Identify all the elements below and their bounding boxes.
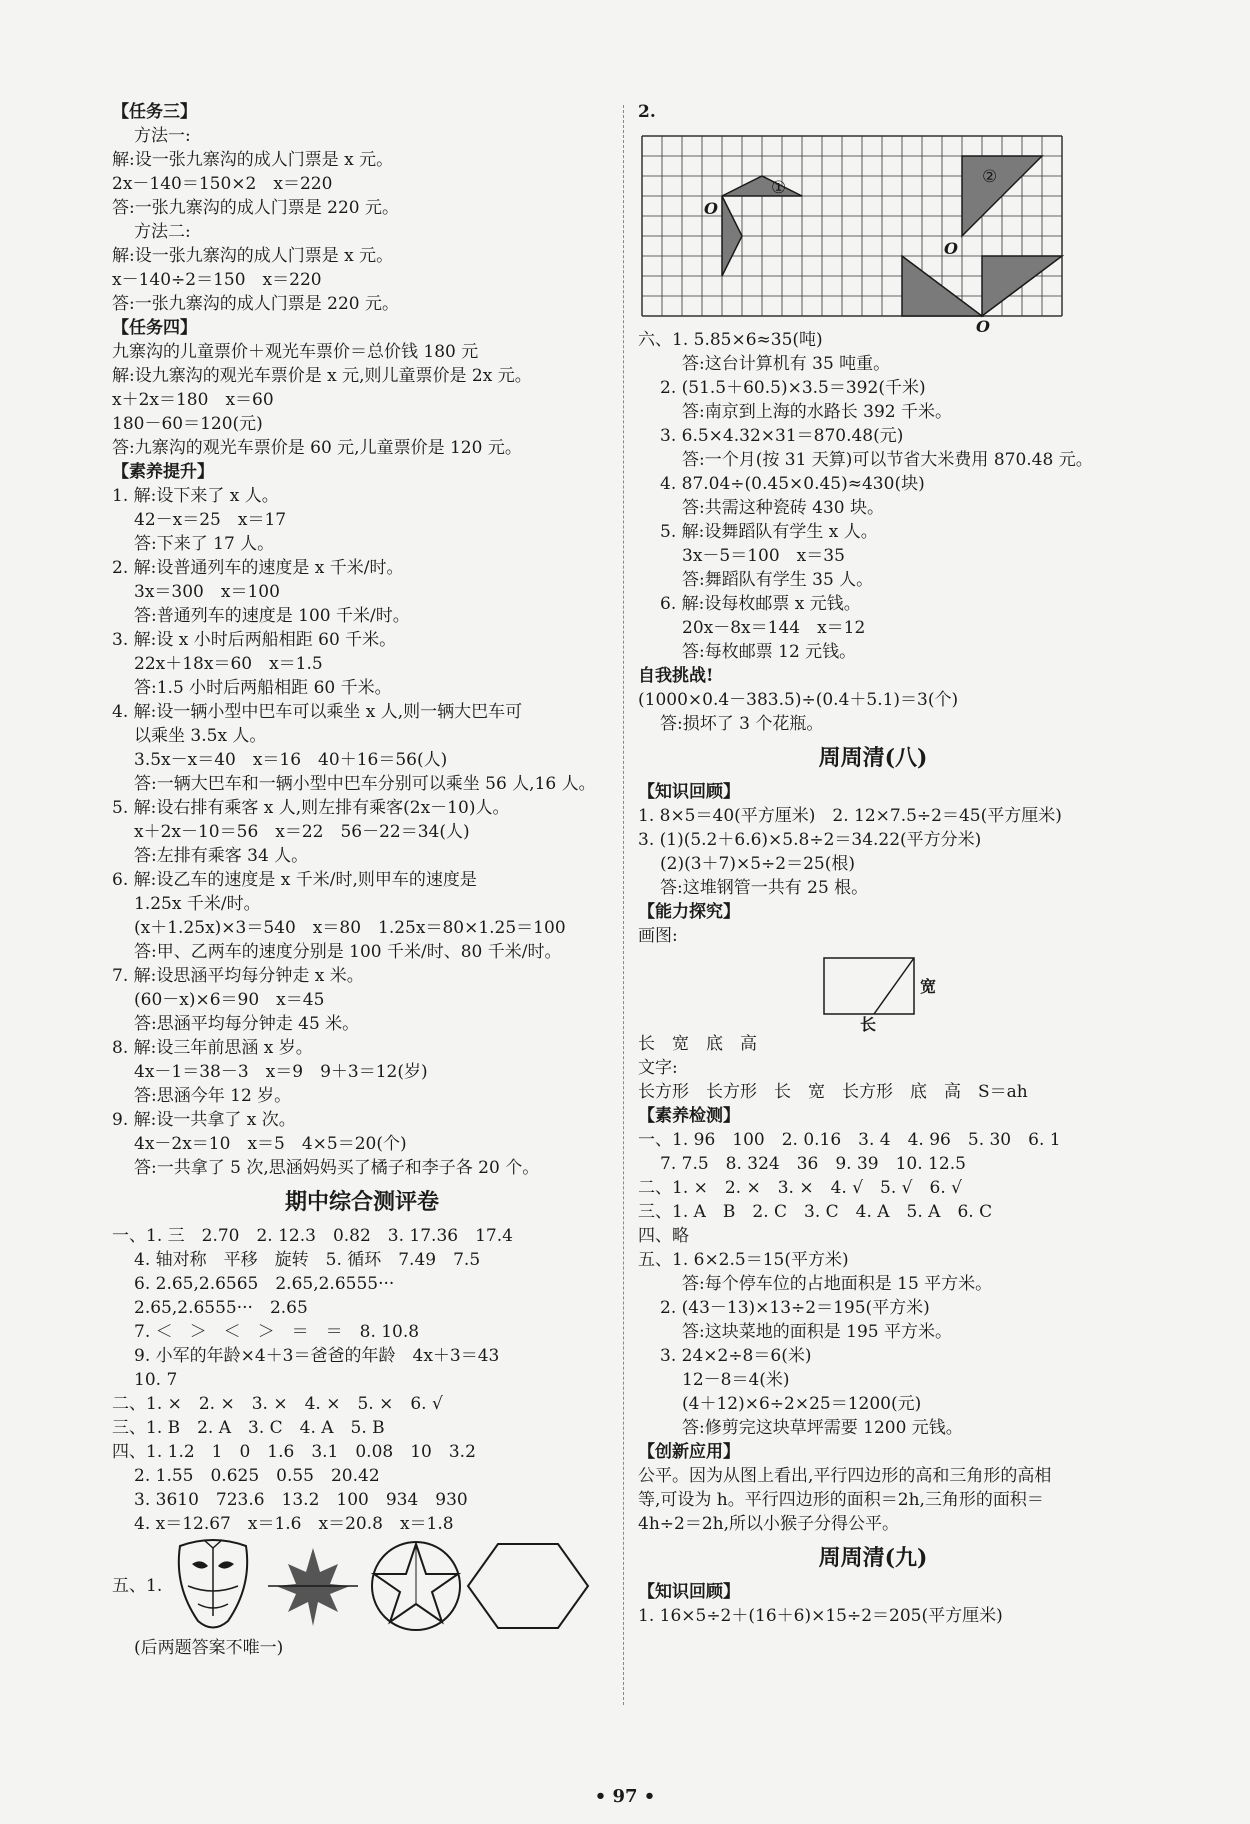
right-line: 3. 6.5×4.32×31＝870.48(元) <box>660 426 904 446</box>
left-line: 2. 1.55 0.625 0.55 20.42 <box>134 1466 380 1486</box>
section-title: 期中综合测评卷 <box>284 1189 439 1215</box>
left-line: 4x－1＝38－3 x＝9 9＋3＝12(岁) <box>134 1062 428 1082</box>
answers-note: (后两题答案不唯一) <box>134 1638 284 1658</box>
right-line: 答:这台计算机有 35 吨重。 <box>682 354 891 374</box>
right-line: 文字: <box>638 1058 678 1078</box>
column-divider <box>623 105 624 1705</box>
right-answers-2 <box>638 1032 1108 1628</box>
right-line: 长方形 长方形 长 宽 长方形 底 高 S＝ah <box>638 1082 1028 1102</box>
left-line: 四、1. 1.2 1 0 1.6 3.1 0.08 10 3.2 <box>112 1442 476 1462</box>
left-line: 答:九寨沟的观光车票价是 60 元,儿童票价是 120 元。 <box>112 438 522 458</box>
right-line: 二、1. × 2. × 3. × 4. √ 5. √ 6. √ <box>638 1178 962 1198</box>
left-line: 2. 解:设普通列车的速度是 x 千米/时。 <box>112 558 404 578</box>
left-line: 答:下来了 17 人。 <box>134 534 275 554</box>
right-line: 6. 解:设每枚邮票 x 元钱。 <box>660 594 861 614</box>
right-line: 答:舞蹈队有学生 35 人。 <box>682 570 874 590</box>
left-line: 一、1. 三 2.70 2. 12.3 0.82 3. 17.36 17.4 <box>112 1226 513 1246</box>
section-title: 周周清(九) <box>818 1545 928 1571</box>
right-line: 答:修剪完这块草坪需要 1200 元钱。 <box>682 1418 963 1438</box>
length-label: 长 <box>860 1015 877 1034</box>
left-line: 答:一辆大巴车和一辆小型中巴车分别可以乘坐 56 人,16 人。 <box>134 774 596 794</box>
right-line: 答:一个月(按 31 天算)可以节省大米费用 870.48 元。 <box>682 450 1093 470</box>
right-answers <box>638 328 1108 948</box>
section-heading: 【能力探究】 <box>638 902 740 922</box>
right-line: (1000×0.4－383.5)÷(0.4＋5.1)＝3(个) <box>638 690 959 710</box>
section-heading: 【知识回顾】 <box>638 782 740 802</box>
shape-one <box>722 176 802 196</box>
left-line: 3. 解:设 x 小时后两船相距 60 千米。 <box>112 630 397 650</box>
right-line: 1. 8×5＝40(平方厘米) 2. 12×7.5÷2＝45(平方厘米) <box>638 806 1062 826</box>
origin-label-3: O <box>976 317 990 336</box>
page-number: • 97 • <box>594 1786 656 1807</box>
right-line: 答:南京到上海的水路长 392 千米。 <box>682 402 952 422</box>
left-line: 答:普通列车的速度是 100 千米/时。 <box>134 606 410 626</box>
left-line: 22x＋18x＝60 x＝1.5 <box>134 654 323 674</box>
question-number: 2. <box>638 102 656 122</box>
section-title: 周周清(八) <box>818 745 928 771</box>
left-line: 2x－140＝150×2 x＝220 <box>112 174 333 194</box>
left-line: 1.25x 千米/时。 <box>134 894 261 914</box>
left-line: (x＋1.25x)×3＝540 x＝80 1.25x＝80×1.25＝100 <box>134 918 566 938</box>
left-line: 答:甲、乙两车的速度分别是 100 千米/时、80 千米/时。 <box>134 942 562 962</box>
right-line: 3. (1)(5.2＋6.6)×5.8÷2＝34.22(平方分米) <box>638 830 982 850</box>
left-line: 九寨沟的儿童票价＋观光车票价＝总价钱 180 元 <box>112 342 479 362</box>
left-line: 6. 解:设乙车的速度是 x 千米/时,则甲车的速度是 <box>112 870 477 890</box>
section-heading: 【素养提升】 <box>112 462 214 482</box>
left-line: 三、1. B 2. A 3. C 4. A 5. B <box>112 1418 385 1438</box>
right-line: 公平。因为从图上看出,平行四边形的高和三角形的高相 <box>638 1466 1052 1486</box>
right-line: 答:这块菜地的面积是 195 平方米。 <box>682 1322 952 1342</box>
rectangle-figure <box>638 950 1108 1034</box>
left-line: 二、1. × 2. × 3. × 4. × 5. × 6. √ <box>112 1394 443 1414</box>
width-label: 宽 <box>920 977 937 996</box>
right-line: 答:每枚邮票 12 元钱。 <box>682 642 857 662</box>
left-line: 2.65,2.6555··· 2.65 <box>134 1298 308 1318</box>
right-line: 4. 87.04÷(0.45×0.45)≈430(块) <box>660 474 925 494</box>
left-line: 解:设一张九寨沟的成人门票是 x 元。 <box>112 246 394 266</box>
left-line: 方法二: <box>134 222 191 242</box>
hexagon-icon <box>468 1544 588 1628</box>
right-line: (4＋12)×6÷2×25＝1200(元) <box>682 1394 922 1414</box>
opera-mask-icon <box>179 1540 247 1628</box>
section-heading: 【任务四】 <box>112 318 197 338</box>
section-heading: 【任务三】 <box>112 102 197 122</box>
section-heading: 【素养检测】 <box>638 1106 740 1126</box>
left-line: 以乘坐 3.5x 人。 <box>134 726 267 746</box>
left-column <box>112 100 612 1660</box>
left-line: 答:思涵平均每分钟走 45 米。 <box>134 1014 360 1034</box>
left-line: 6. 2.65,2.6565 2.65,2.6555··· <box>134 1274 395 1294</box>
grid-figure <box>638 126 1098 336</box>
origin-label-2: O <box>944 239 958 258</box>
left-line: 3. 3610 723.6 13.2 100 934 930 <box>134 1490 468 1510</box>
right-line: 答:每个停车位的占地面积是 15 平方米。 <box>682 1274 993 1294</box>
right-line: 四、略 <box>638 1226 689 1246</box>
right-line: 3x－5＝100 x＝35 <box>682 546 845 566</box>
shape-two-label: ② <box>982 167 998 187</box>
left-line: x＋2x－10＝56 x＝22 56－22＝34(人) <box>134 822 470 842</box>
right-column <box>638 100 1108 1628</box>
left-line: 7. 解:设思涵平均每分钟走 x 米。 <box>112 966 364 986</box>
left-line: 9. 小军的年龄×4＋3＝爸爸的年龄 4x＋3＝43 <box>134 1346 500 1366</box>
left-line: 42－x＝25 x＝17 <box>134 510 287 530</box>
left-line: 5. 解:设右排有乘客 x 人,则左排有乘客(2x－10)人。 <box>112 798 510 818</box>
left-line: 4. x＝12.67 x＝1.6 x＝20.8 x＝1.8 <box>134 1514 454 1534</box>
left-line: 答:左排有乘客 34 人。 <box>134 846 309 866</box>
right-line: 答:损坏了 3 个花瓶。 <box>660 714 824 734</box>
five-label: 五、1. <box>112 1576 163 1596</box>
shapes-row <box>112 1536 612 1636</box>
shape-one-label: ① <box>771 178 787 198</box>
left-line: 答:一共拿了 5 次,思涵妈妈买了橘子和李子各 20 个。 <box>134 1158 540 1178</box>
left-line: 答:一张九寨沟的成人门票是 220 元。 <box>112 198 399 218</box>
left-line: 方法一: <box>134 126 191 146</box>
right-line: 5. 解:设舞蹈队有学生 x 人。 <box>660 522 878 542</box>
left-line: 9. 解:设一共拿了 x 次。 <box>112 1110 296 1130</box>
left-line: 答:思涵今年 12 岁。 <box>134 1086 292 1106</box>
left-line: 4x－2x＝10 x＝5 4×5＝20(个) <box>134 1134 407 1154</box>
right-line: 12－8＝4(米) <box>682 1370 790 1390</box>
left-line: 答:一张九寨沟的成人门票是 220 元。 <box>112 294 399 314</box>
left-line: x－140÷2＝150 x＝220 <box>112 270 322 290</box>
section-heading: 【创新应用】 <box>638 1442 740 1462</box>
right-line: 1. 16×5÷2＋(16＋6)×15÷2＝205(平方厘米) <box>638 1606 1003 1626</box>
right-line: 等,可设为 h。平行四边形的面积＝2h,三角形的面积＝ <box>638 1490 1044 1510</box>
left-line: 4. 解:设一辆小型中巴车可以乘坐 x 人,则一辆大巴车可 <box>112 702 523 722</box>
left-line: 3.5x－x＝40 x＝16 40＋16＝56(人) <box>134 750 448 770</box>
maple-leaf-icon <box>268 1548 358 1626</box>
left-line: 8. 解:设三年前思涵 x 岁。 <box>112 1038 313 1058</box>
left-line: 4. 轴对称 平移 旋转 5. 循环 7.49 7.5 <box>134 1250 481 1270</box>
left-line: 10. 7 <box>134 1370 178 1390</box>
right-line: 7. 7.5 8. 324 36 9. 39 10. 12.5 <box>660 1154 966 1174</box>
section-heading: 自我挑战! <box>638 666 714 686</box>
right-line: 答:这堆钢管一共有 25 根。 <box>660 878 869 898</box>
right-line: 答:共需这种瓷砖 430 块。 <box>682 498 884 518</box>
left-line: (60－x)×6＝90 x＝45 <box>134 990 325 1010</box>
left-line: 7. ＜ ＞ ＜ ＞ ＝ ＝ 8. 10.8 <box>134 1322 420 1342</box>
origin-label-1: O <box>704 199 718 218</box>
right-line: 一、1. 96 100 2. 0.16 3. 4 4. 96 5. 30 6. 1 <box>638 1130 1061 1150</box>
left-line: 解:设九寨沟的观光车票价是 x 元,则儿童票价是 2x 元。 <box>112 366 532 386</box>
symmetry-shapes <box>168 1536 608 1636</box>
left-line: 答:1.5 小时后两船相距 60 千米。 <box>134 678 392 698</box>
left-line: 180－60＝120(元) <box>112 414 263 434</box>
star-circle-icon <box>372 1542 460 1630</box>
right-line: 20x－8x＝144 x＝12 <box>682 618 866 638</box>
right-line: 4h÷2＝2h,所以小猴子分得公平。 <box>638 1514 899 1534</box>
left-line: x＋2x＝180 x＝60 <box>112 390 274 410</box>
right-line: 3. 24×2÷8＝6(米) <box>660 1346 812 1366</box>
left-answers <box>112 100 612 1536</box>
right-line: (2)(3＋7)×5÷2＝25(根) <box>660 854 855 874</box>
left-line: 1. 解:设下来了 x 人。 <box>112 486 279 506</box>
section-heading: 【知识回顾】 <box>638 1582 740 1602</box>
right-line: 三、1. A B 2. C 3. C 4. A 5. A 6. C <box>638 1202 993 1222</box>
right-line: 画图: <box>638 926 678 946</box>
right-line: 2. (43－13)×13÷2＝195(平方米) <box>660 1298 930 1318</box>
right-line: 六、1. 5.85×6≈35(吨) <box>638 330 823 350</box>
right-line: 长 宽 底 高 <box>638 1034 757 1054</box>
right-line: 2. (51.5＋60.5)×3.5＝392(千米) <box>660 378 926 398</box>
left-line: 3x＝300 x＝100 <box>134 582 280 602</box>
left-line: 解:设一张九寨沟的成人门票是 x 元。 <box>112 150 394 170</box>
shape-one-rotated <box>722 196 742 276</box>
right-line: 五、1. 6×2.5＝15(平方米) <box>638 1250 849 1270</box>
